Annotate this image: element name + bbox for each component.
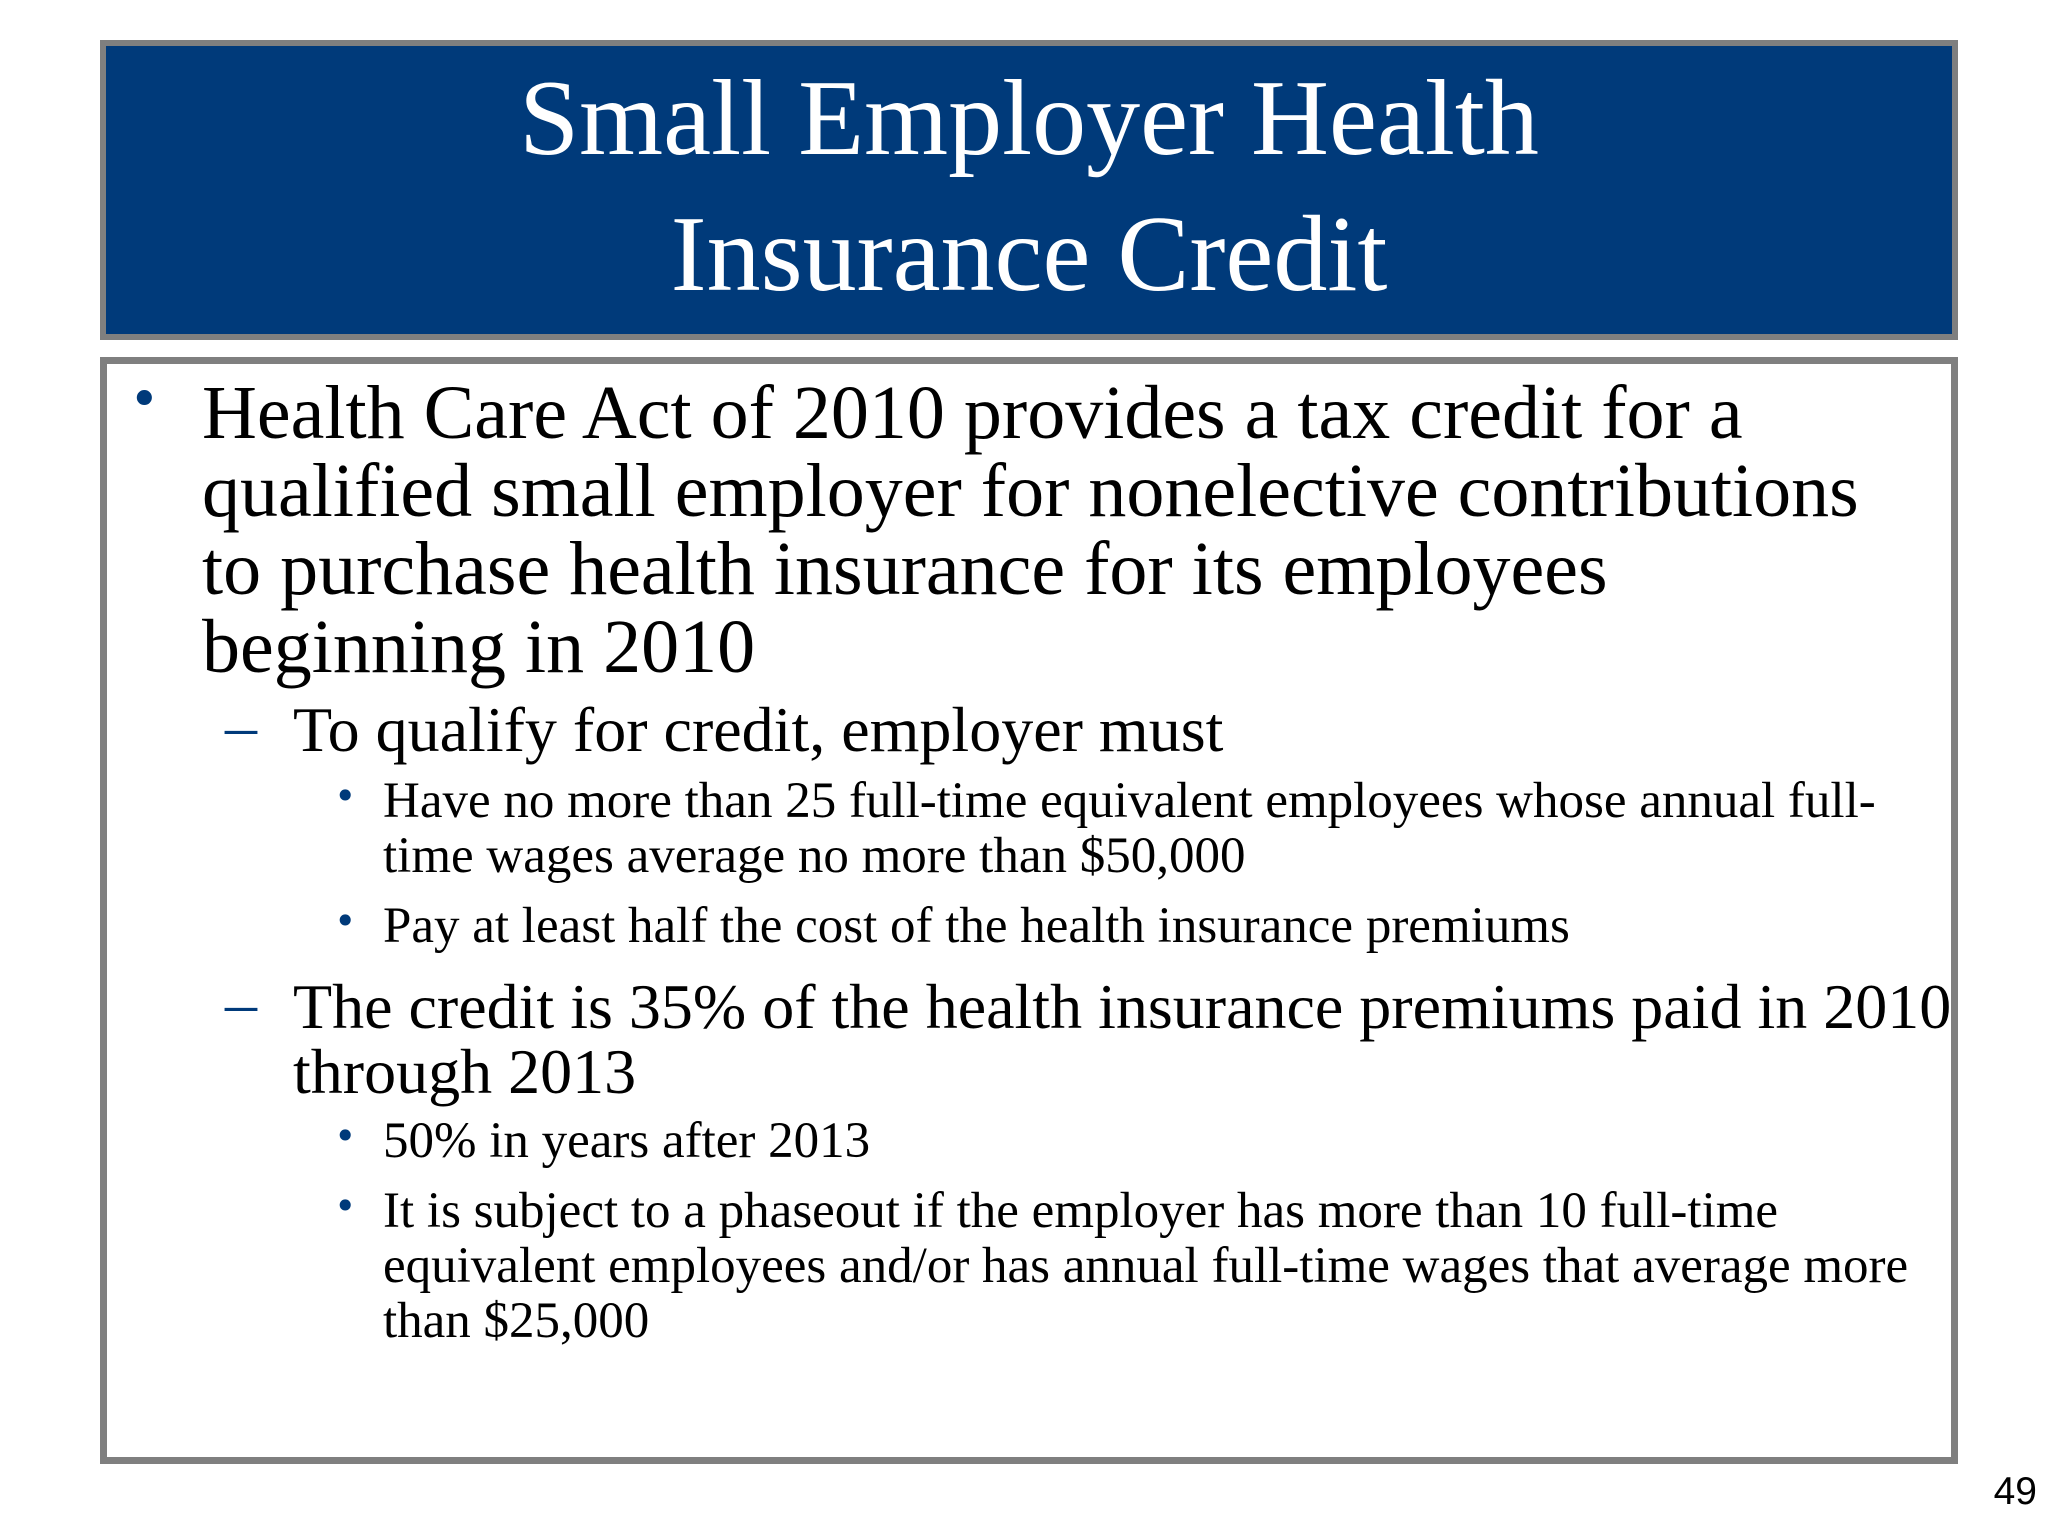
- sub-bullet-text: The credit is 35% of the health insurance premiums paid in 2010 through 2013: [293, 971, 1952, 1107]
- sub-sub-bullet-item-employees: [334, 773, 1883, 884]
- slide-title-box: [100, 40, 1958, 340]
- sub-sub-bullet-text: Have no more than 25 full-time equivalent employees whose annual full-time wages average no more than $50,000: [383, 773, 1876, 884]
- bullet-text: Health Care Act of 2010 provides a tax credit for a qualified small employer for nonelective contributions to purchase health insurance for its employees beginning in 2010: [202, 371, 1859, 689]
- sub-sub-bullet-item-phaseout: [334, 1183, 2003, 1349]
- slide-title-line-2: Insurance Credit: [670, 195, 1388, 314]
- round-bullet-icon: •: [334, 1184, 357, 1228]
- sub-bullet-text: To qualify for credit, employer must: [293, 694, 1224, 765]
- dash-bullet-icon: –: [225, 690, 257, 761]
- round-bullet-icon: •: [334, 899, 357, 943]
- sub-bullet-item-credit: [225, 967, 2013, 1107]
- slide-title-line-1: Small Employer Health: [519, 59, 1539, 178]
- sub-sub-bullet-item-after-2013: [334, 1113, 1883, 1169]
- bullet-item-health-care-act: [129, 370, 1892, 689]
- sub-bullet-item-qualify: [225, 690, 1893, 765]
- page-number: 49: [1993, 1470, 2037, 1513]
- sub-sub-bullet-text: Pay at least half the cost of the health insurance premiums: [383, 898, 1570, 954]
- sub-sub-bullet-text: 50% in years after 2013: [383, 1113, 871, 1169]
- slide-content-box: [100, 357, 1958, 1464]
- sub-sub-bullet-text: It is subject to a phaseout if the employer has more than 10 full-time equivalent employees and/or has annual full-time wages that average more than $25,000: [383, 1183, 1909, 1349]
- round-bullet-icon: •: [334, 1114, 357, 1158]
- round-bullet-icon: •: [129, 370, 160, 430]
- sub-sub-bullet-item-premiums: [334, 898, 1883, 954]
- slide-title: [519, 51, 1539, 323]
- dash-bullet-icon: –: [225, 967, 257, 1038]
- round-bullet-icon: •: [334, 774, 357, 818]
